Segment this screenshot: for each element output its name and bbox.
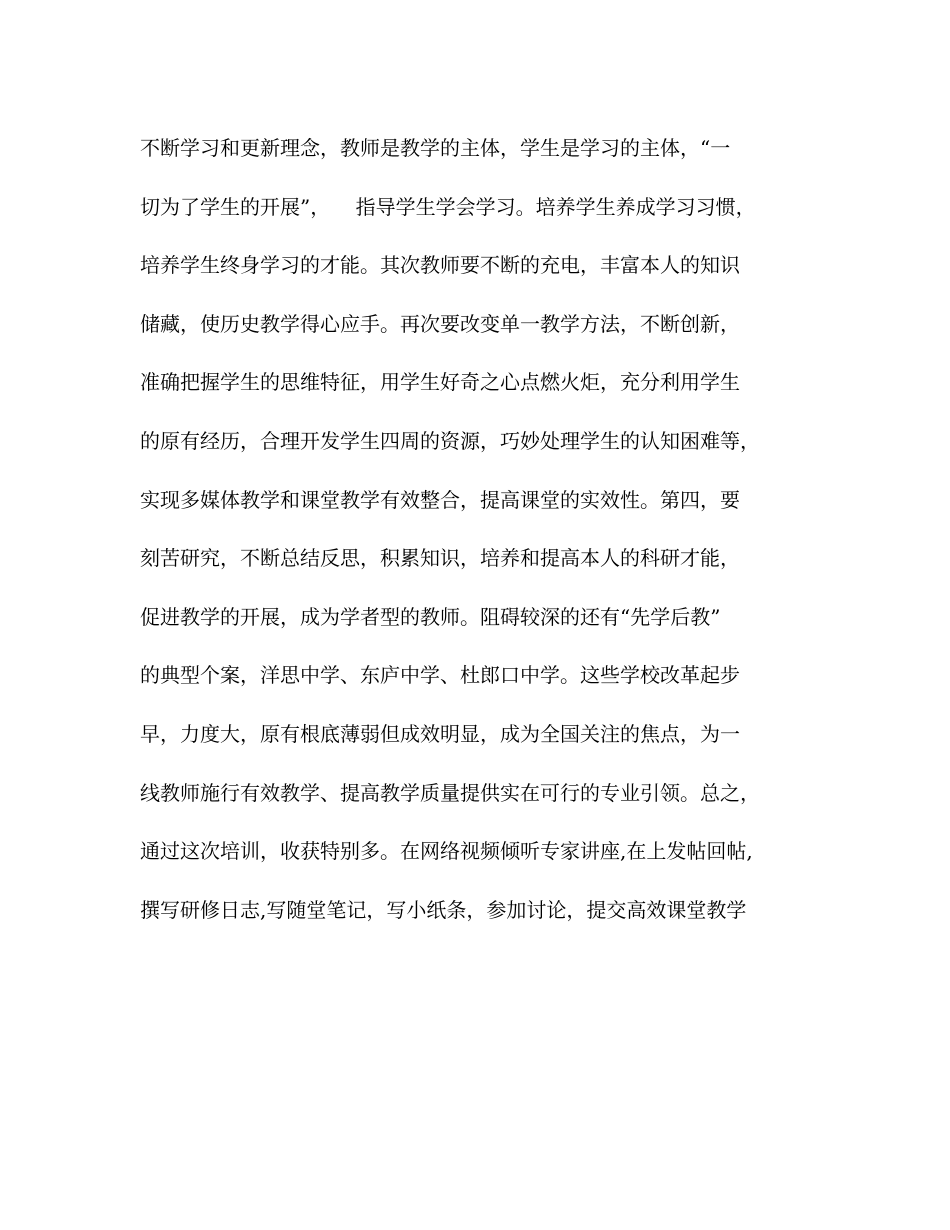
text-line-12: 线教师施行有效教学、提高教学质量提供实在可行的专业引领。总之，: [140, 780, 760, 805]
text-line-1: 不断学习和更新理念，教师是教学的主体，学生是学习的主体，“一: [140, 136, 731, 160]
text-line-2: 切为了学生的开展”， 指导学生学会学习。培养学生养成学习习惯，: [140, 194, 756, 219]
text-line-9: 促进教学的开展，成为学者型的教师。阻碍较深的还有“先学后教”: [140, 604, 721, 629]
text-line-11: 早，力度大，原有根底薄弱但成效明显，成为全国关注的焦点，为一: [140, 721, 740, 746]
text-line-13: 通过这次培训，收获特别多。在网络视频倾听专家讲座,在上发帖回帖,: [140, 839, 753, 864]
document-body: [140, 124, 820, 944]
text-line-3: 培养学生终身学习的才能。其次教师要不断的充电，丰富本人的知识: [140, 253, 740, 278]
text-line-6: 的原有经历，合理开发学生四周的资源，巧妙处理学生的认知困难等，: [140, 428, 760, 453]
text-line-14: 撰写研修日志,写随堂笔记，写小纸条，参加讨论，提交高效课堂教学: [140, 897, 747, 922]
text-line-7: 实现多媒体教学和课堂教学有效整合，提高课堂的实效性。第四，要: [140, 487, 740, 512]
text-line-8: 刻苦研究，不断总结反思，积累知识，培养和提高本人的科研才能，: [140, 546, 740, 571]
text-line-5: 准确把握学生的思维特征，用学生好奇之心点燃火炬，充分利用学生: [140, 370, 740, 395]
text-line-10: 的典型个案，洋思中学、东庐中学、杜郎口中学。这些学校改革起步: [140, 663, 740, 688]
text-line-4: 储藏，使历史教学得心应手。再次要改变单一教学方法，不断创新，: [140, 311, 740, 336]
